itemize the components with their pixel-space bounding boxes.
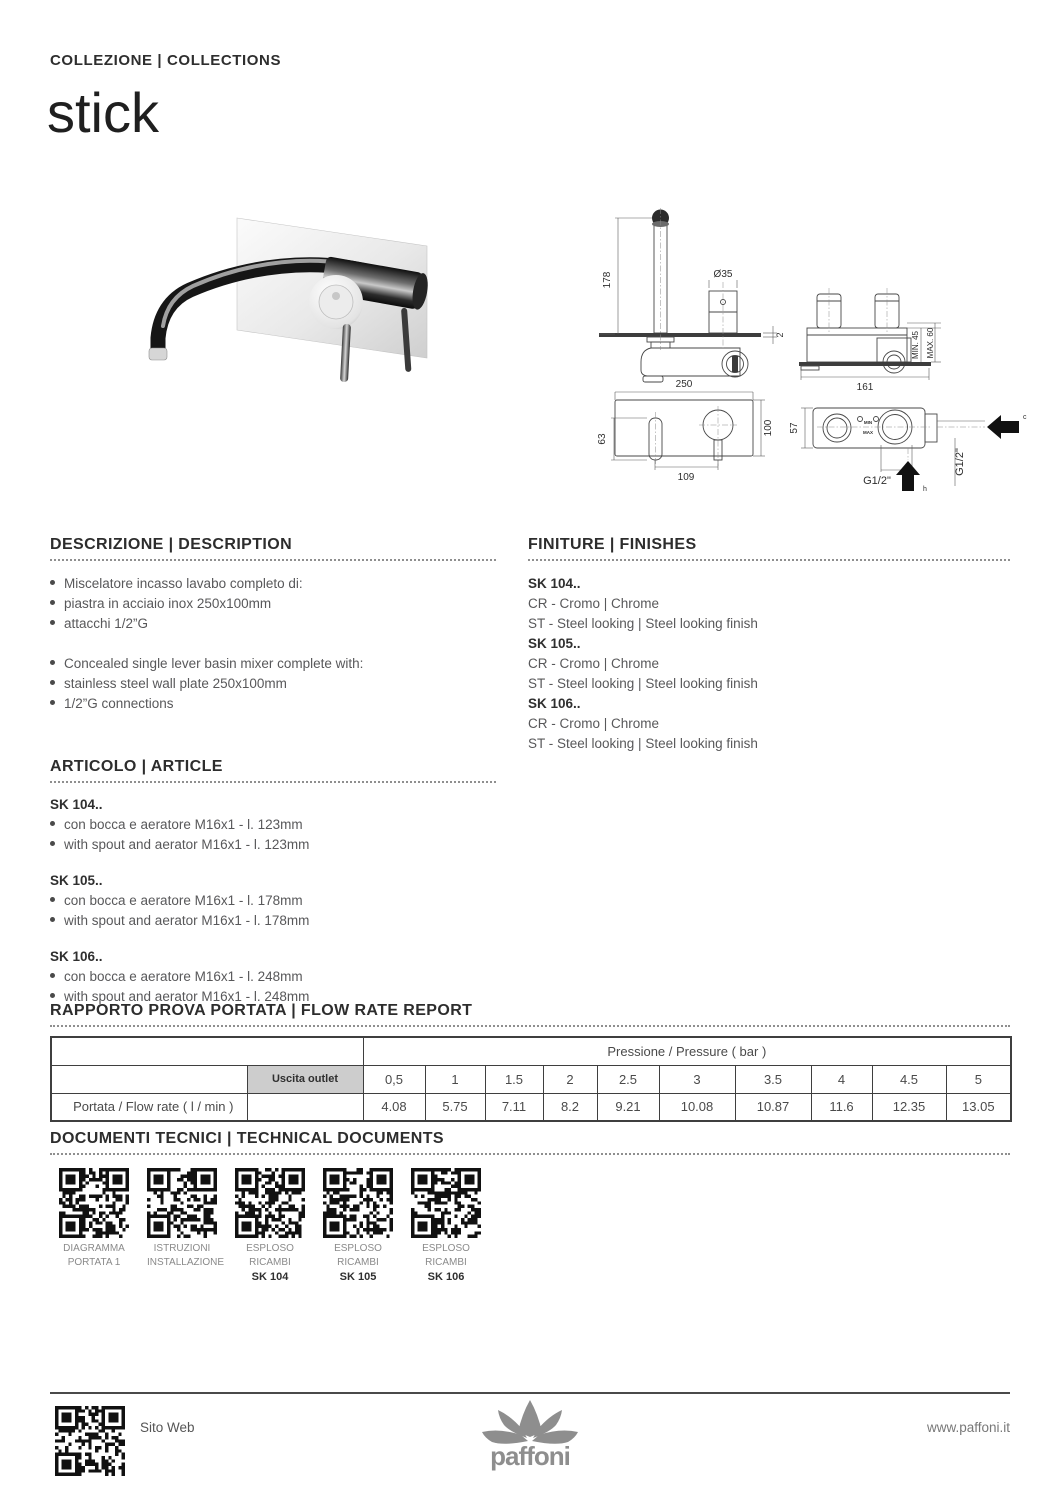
list-item-text: Concealed single lever basin mixer complete with: [64, 656, 364, 671]
sito-web-label: Sito Web [140, 1420, 195, 1435]
finish-option: ST - Steel looking | Steel looking finish [528, 616, 758, 631]
flow-cell: 10.08 [659, 1093, 735, 1121]
product-photo [115, 190, 485, 410]
bullet-icon [50, 973, 55, 978]
description-heading: DESCRIZIONE | DESCRIPTION [50, 536, 293, 553]
dim-max: MAX [863, 430, 873, 435]
bullet-icon [50, 700, 55, 705]
document-item [314, 1168, 402, 1284]
bullet-icon [50, 897, 55, 902]
collection-eyebrow: COLLEZIONE | COLLECTIONS [50, 52, 282, 69]
dotted-rule [50, 1153, 1010, 1155]
flow-cell: 9.21 [597, 1093, 659, 1121]
flow-cell: 12.35 [872, 1093, 946, 1121]
dim-min45: MIN. 45 [911, 330, 920, 360]
paffoni-logo [480, 1396, 580, 1476]
finish-code: SK 105.. [528, 636, 581, 651]
list-item [50, 614, 496, 634]
dim-2: 2 [775, 332, 785, 338]
document-label: ESPLOSO [246, 1243, 294, 1254]
finish-option: CR - Cromo | Chrome [528, 716, 660, 731]
pressure-cell: 2 [543, 1065, 597, 1093]
article-group [50, 795, 496, 855]
document-label: ISTRUZIONI [153, 1243, 211, 1254]
documents-heading: DOCUMENTI TECNICI | TECHNICAL DOCUMENTS [50, 1130, 444, 1147]
article-code: SK 106.. [50, 949, 103, 964]
document-item [226, 1168, 314, 1284]
outlet-label-cell: Uscita outlet [247, 1065, 363, 1093]
list-item [50, 891, 496, 911]
document-label: PORTATA 1 [67, 1257, 121, 1268]
pressure-cell: 4 [811, 1065, 872, 1093]
blank-cell [51, 1065, 247, 1093]
dim-250: 250 [675, 379, 693, 390]
flow-cell: 5.75 [425, 1093, 485, 1121]
list-item-text: stainless steel wall plate 250x100mm [64, 676, 287, 691]
document-label: ESPLOSO [422, 1243, 470, 1254]
list-item [50, 674, 496, 694]
bullet-icon [50, 620, 55, 625]
website-link[interactable]: www.paffoni.it [926, 1420, 1010, 1435]
list-item-text: con bocca e aeratore M16x1 - l. 248mm [64, 969, 303, 984]
article-code: SK 105.. [50, 873, 103, 888]
list-item-text: con bocca e aeratore M16x1 - l. 178mm [64, 893, 303, 908]
article-group [50, 871, 496, 931]
description-list [50, 574, 496, 714]
pressure-cell: 1.5 [485, 1065, 543, 1093]
finish-option: ST - Steel looking | Steel looking finish [528, 676, 758, 691]
dim-57: 57 [789, 422, 800, 434]
pressure-header-cell: Pressione / Pressure ( bar ) [363, 1037, 1011, 1065]
flow-report-heading: RAPPORTO PROVA PORTATA | FLOW RATE REPORT [50, 1002, 473, 1019]
dim-63: 63 [597, 433, 608, 445]
document-label: RICAMBI [425, 1257, 467, 1268]
flow-cell: 4.08 [363, 1093, 425, 1121]
dotted-rule [50, 781, 496, 783]
document-label: DIAGRAMMA [63, 1243, 125, 1254]
document-item [402, 1168, 490, 1284]
pressure-cell: 1 [425, 1065, 485, 1093]
list-item [50, 654, 496, 674]
list-item [50, 574, 496, 594]
flow-cell: 7.11 [485, 1093, 543, 1121]
list-item [50, 835, 496, 855]
list-item [50, 967, 496, 987]
dim-161: 161 [856, 382, 874, 393]
list-item-text: piastra in acciaio inox 250x100mm [64, 596, 272, 611]
qr-code-sito-web [55, 1406, 125, 1476]
qr-code-esploso-sk106 [411, 1168, 481, 1238]
list-item-text: 1/2”G connections [64, 696, 174, 711]
qr-code-esploso-sk105 [323, 1168, 393, 1238]
list-item-text: with spout and aerator M16x1 - l. 248mm [64, 989, 310, 1004]
list-item-text: attacchi 1/2”G [64, 616, 149, 631]
finish-option: CR - Cromo | Chrome [528, 656, 660, 671]
flow-cell: 11.6 [811, 1093, 872, 1121]
document-item [50, 1168, 138, 1284]
list-item-text: Miscelatore incasso lavabo completo di: [64, 576, 303, 591]
bullet-icon [50, 917, 55, 922]
finish-code: SK 104.. [528, 576, 581, 591]
label-hot: h [923, 486, 927, 493]
list-item [50, 911, 496, 931]
flow-cell: 13.05 [946, 1093, 1011, 1121]
dim-min: MIN [863, 420, 873, 425]
pressure-cell: 5 [946, 1065, 1011, 1093]
pressure-cell: 3.5 [735, 1065, 811, 1093]
article-code: SK 104.. [50, 797, 103, 812]
blank-cell [247, 1093, 363, 1121]
dim-d35: Ø35 [713, 269, 733, 280]
dim-max60: MAX. 60 [926, 327, 935, 359]
qr-code-esploso-sk104 [235, 1168, 305, 1238]
finishes-list [528, 574, 1010, 754]
qr-code-diagramma-portata [59, 1168, 129, 1238]
flow-cell: 8.2 [543, 1093, 597, 1121]
finish-code: SK 106.. [528, 696, 581, 711]
article-group [50, 947, 496, 1007]
pressure-cell: 4.5 [872, 1065, 946, 1093]
list-item [50, 694, 496, 714]
list-item [50, 594, 496, 614]
article-heading: ARTICOLO | ARTICLE [50, 758, 223, 775]
bullet-icon [50, 680, 55, 685]
document-label: RICAMBI [337, 1257, 379, 1268]
dim-100: 100 [763, 419, 774, 437]
bullet-icon [50, 993, 55, 998]
list-item [50, 815, 496, 835]
pressure-cell: 2.5 [597, 1065, 659, 1093]
flow-rate-table [50, 1036, 1012, 1122]
label-cold: c [1023, 414, 1027, 421]
flow-cell: 10.87 [735, 1093, 811, 1121]
blank-cell [51, 1037, 363, 1065]
pressure-cell: 0,5 [363, 1065, 425, 1093]
page-title: stick [47, 81, 159, 144]
list-item-text: with spout and aerator M16x1 - l. 123mm [64, 837, 310, 852]
dim-178: 178 [602, 271, 613, 289]
dotted-rule [50, 1025, 1010, 1027]
dim-g12-bottom: G1/2" [863, 475, 891, 487]
dim-109: 109 [677, 472, 695, 483]
finish-option: CR - Cromo | Chrome [528, 596, 660, 611]
flow-row-label: Portata / Flow rate ( l / min ) [51, 1093, 247, 1121]
qr-code-istruzioni-installazione [147, 1168, 217, 1238]
bullet-icon [50, 841, 55, 846]
finish-option: ST - Steel looking | Steel looking finish [528, 736, 758, 751]
dim-g12-side: G1/2" [954, 448, 966, 476]
document-code: SK 106 [427, 1271, 465, 1283]
document-label: RICAMBI [249, 1257, 291, 1268]
document-code: SK 104 [251, 1271, 289, 1283]
document-code: SK 105 [339, 1271, 377, 1283]
bullet-icon [50, 600, 55, 605]
documents-row [50, 1168, 1010, 1284]
bullet-icon [50, 580, 55, 585]
document-item [138, 1168, 226, 1284]
footer-divider [50, 1392, 1010, 1394]
pressure-cell: 3 [659, 1065, 735, 1093]
bullet-icon [50, 660, 55, 665]
list-item-text: con bocca e aeratore M16x1 - l. 123mm [64, 817, 303, 832]
list-item-text: with spout and aerator M16x1 - l. 178mm [64, 913, 310, 928]
dotted-rule [50, 559, 496, 561]
technical-drawings [585, 198, 1035, 508]
dotted-rule [528, 559, 1010, 561]
document-label: INSTALLAZIONE [147, 1257, 225, 1268]
paffoni-logo-text: paffoni [490, 1441, 570, 1471]
finishes-heading: FINITURE | FINISHES [528, 536, 697, 553]
bullet-icon [50, 821, 55, 826]
document-label: ESPLOSO [334, 1243, 382, 1254]
